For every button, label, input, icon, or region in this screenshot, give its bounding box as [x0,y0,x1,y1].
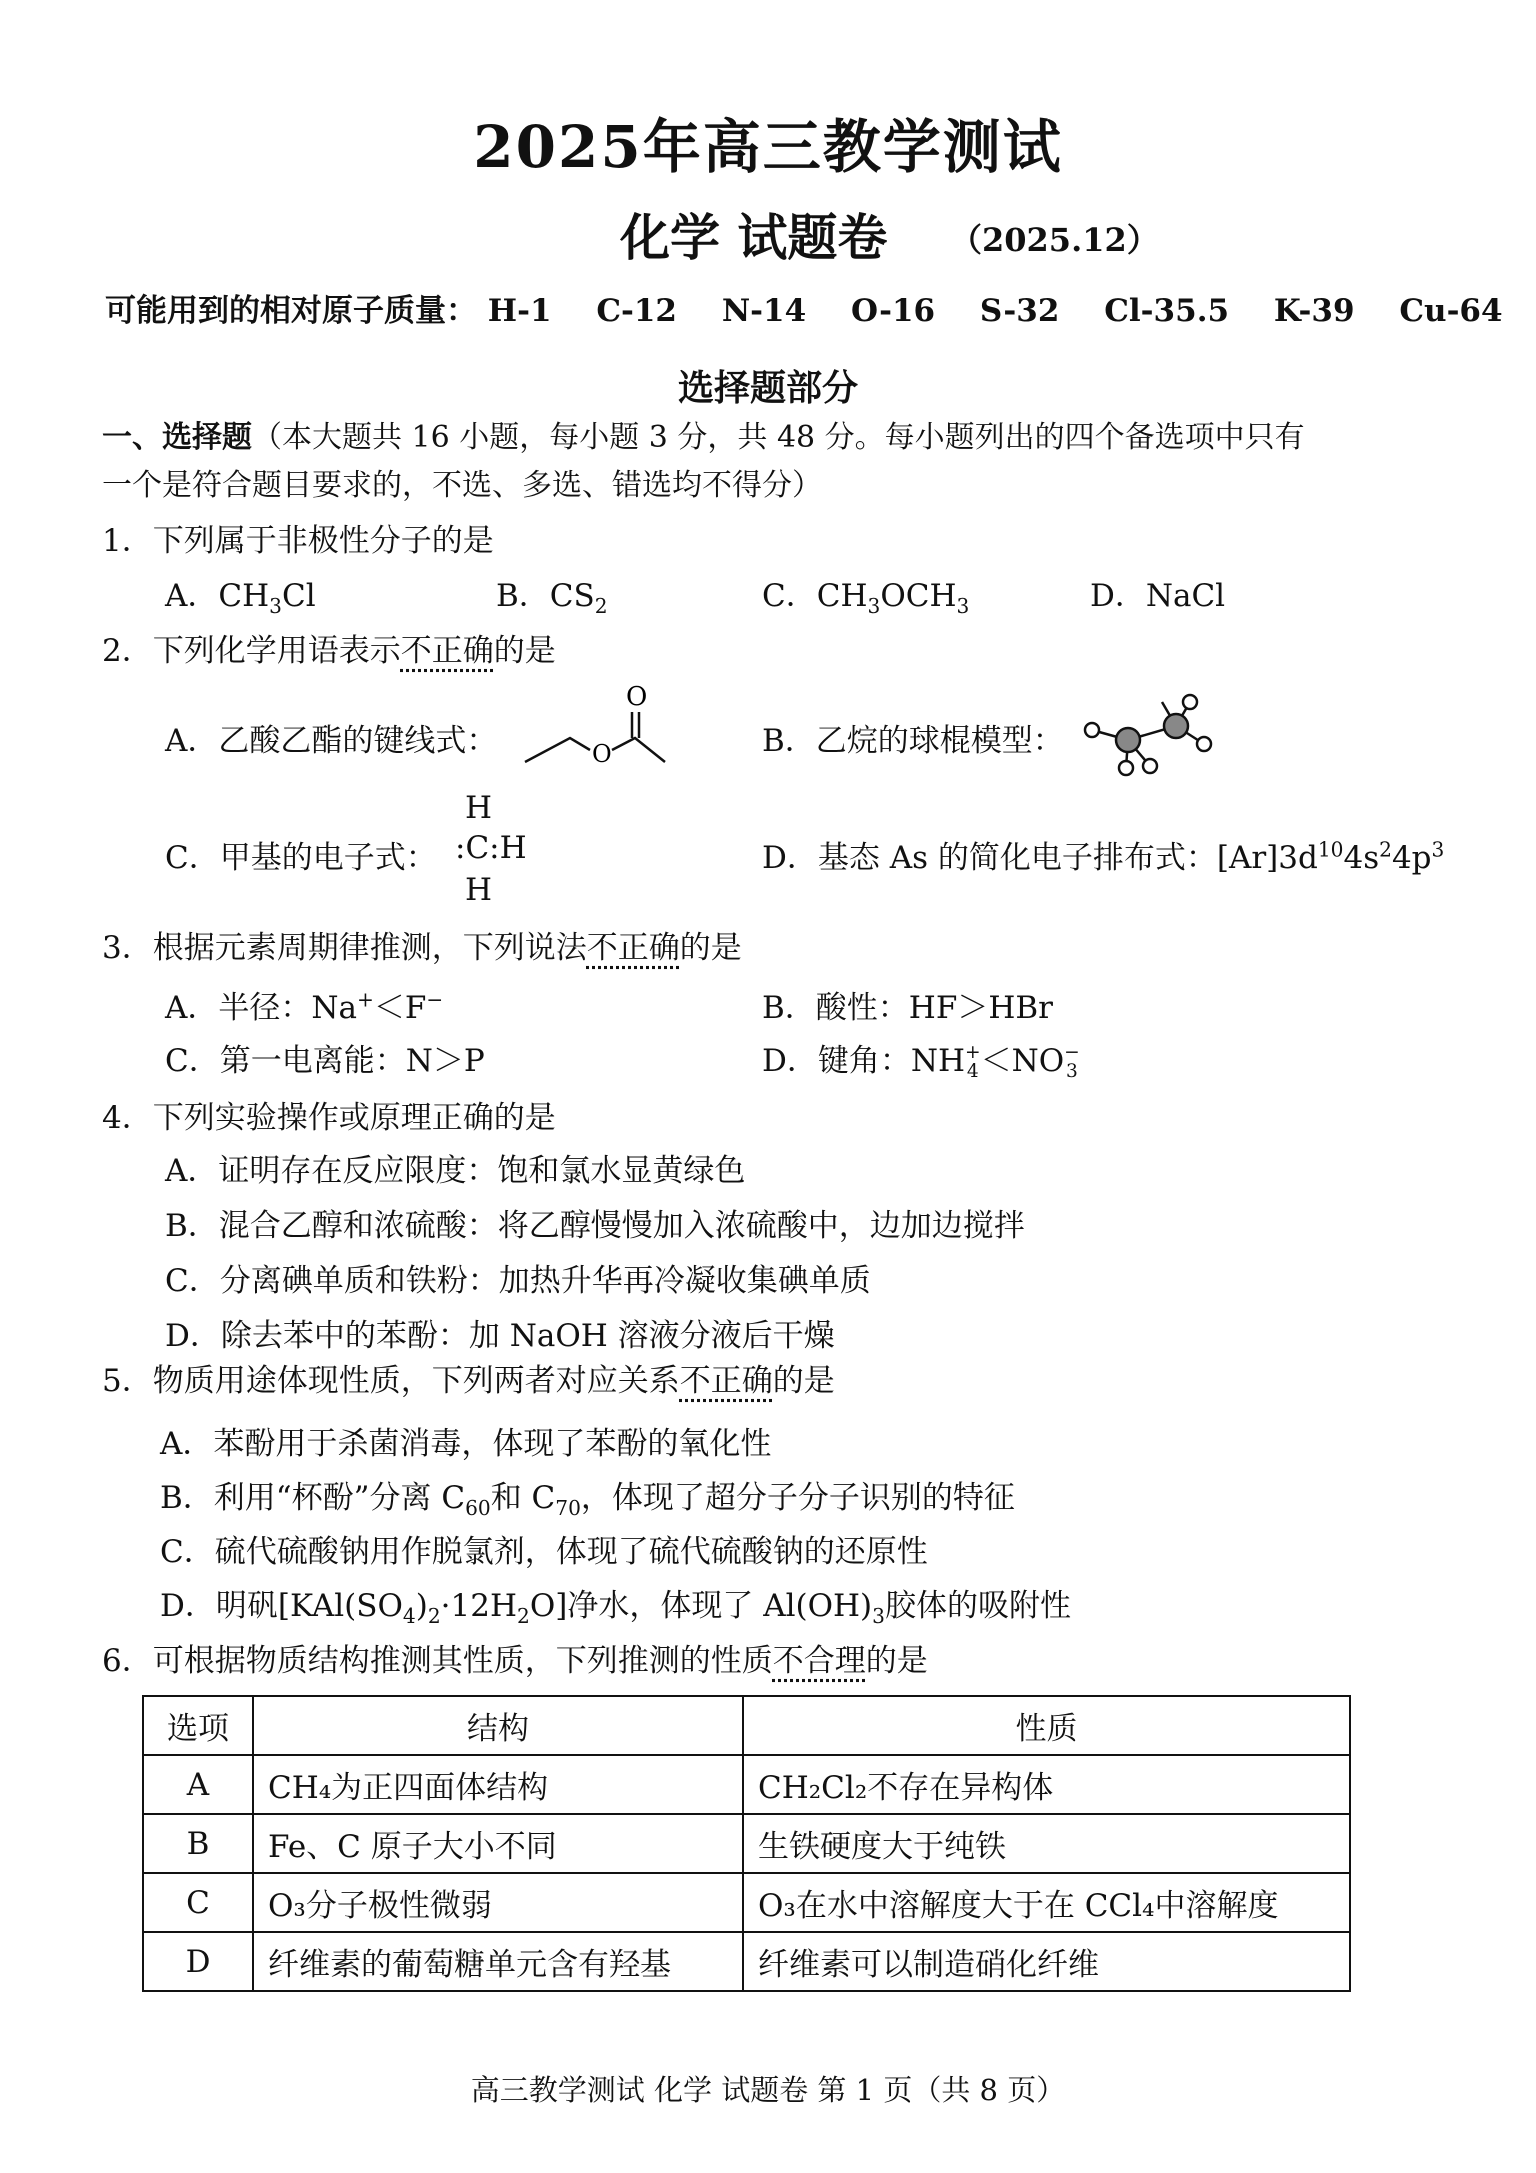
table-header-row [143,1696,1350,1755]
table-cell-option: D [143,1932,253,1991]
table-header: 结构 [253,1696,743,1755]
exam-title: 2025年高三教学测试 [473,113,1063,181]
table-cell-structure: O₃分子极性微弱 [253,1873,743,1932]
atomic-mass: C-12 [596,293,678,329]
q1-option-a: A．$CH_3Cl$ [165,578,316,619]
q2-option-b: B．乙烷的球棍模型： [762,723,1064,759]
methyl-center: :C:H [455,830,527,866]
atomic-mass: Cl-35.5 [1104,293,1230,329]
table-cell-option: B [143,1814,253,1873]
q5-option-c: C．硫代硫酸钠用作脱氯剂，体现了硫代硫酸钠的还原性 [160,1534,928,1570]
methyl-h-bottom: H [465,872,493,908]
q1-stem: 1．下列属于非极性分子的是 [102,523,494,559]
ester-bridge-o: O [592,740,612,768]
q6-stem: 6．可根据物质结构推测其性质，下列推测的性质不合理的是 [102,1643,928,1679]
table-row [143,1873,1350,1932]
table-cell-property: 生铁硬度大于纯铁 [743,1814,1350,1873]
q2-option-d: D．基态 As 的简化电子排布式：$[Ar]3d^{10}4s^24p^3$ [762,837,1445,876]
atomic-mass: N-14 [721,293,807,329]
table-cell-structure: CH₄为正四面体结构 [253,1755,743,1814]
q3-option-b: B．酸性：HF＞HBr [762,990,1053,1026]
q4-option-b: B．混合乙醇和浓硫酸：将乙醇慢慢加入浓硫酸中，边加边搅拌 [165,1208,1025,1244]
q4-option-d: D．除去苯中的苯酚：加 NaOH 溶液分液后干燥 [165,1318,835,1354]
q3-option-d: D．键角：NH + 4 ＜NO − 3 [762,1041,1080,1082]
table-cell-property: CH₂Cl₂不存在异构体 [743,1755,1350,1814]
q5-option-d: D．明矾$[KAl(SO_4)_2\cdot 12H_2O]$净水，体现了 $Al(OH)_3$胶体的吸附性 [160,1588,1071,1629]
atomic-label: 可能用到的相对原子质量： [105,293,477,329]
q6-table [142,1695,1351,1992]
section-title: 选择题部分 [677,367,858,409]
q1-option-c: C．$CH_3OCH_3$ [762,578,970,619]
q2-option-c: C．甲基的电子式： [165,840,437,876]
part-label: 一、选择题 [102,420,252,455]
q3-stem: 3．根据元素周期律推测，下列说法不正确的是 [102,930,742,966]
exam-subtitle: 化学 试题卷 [620,208,888,267]
q1-option-b: B．$CS_2$ [496,578,608,619]
ethane-ball-stick-model [1080,688,1210,778]
atomic-masses [105,285,1536,330]
q5-option-a: A．苯酚用于杀菌消毒，体现了苯酚的氧化性 [160,1426,772,1462]
table-cell-property: 纤维素可以制造硝化纤维 [743,1932,1350,1991]
table-cell-option: A [143,1755,253,1814]
table-header: 性质 [743,1696,1350,1755]
q4-option-c: C．分离碘单质和铁粉：加热升华再冷凝收集碘单质 [165,1263,871,1299]
table-cell-option: C [143,1873,253,1932]
table-header: 选项 [143,1696,253,1755]
q5-stem: 5．物质用途体现性质，下列两者对应关系不正确的是 [102,1363,835,1399]
table-row [143,1755,1350,1814]
q1-option-d: D．NaCl [1090,578,1226,614]
q4-stem: 4．下列实验操作或原理正确的是 [102,1100,556,1136]
atomic-mass: H-1 [487,293,552,329]
ester-carbonyl-o: O [626,682,648,712]
atomic-mass: O-16 [850,293,936,329]
atomic-mass: Cu-64 [1399,293,1503,329]
q2-option-a: A．乙酸乙酯的键线式： [165,723,498,759]
atomic-mass: S-32 [979,293,1060,329]
ester-skeletal-formula [520,682,650,770]
table-row [143,1814,1350,1873]
atomic-mass: K-39 [1273,293,1355,329]
methyl-h-top: H [465,790,493,826]
q3-option-c: C．第一电离能：N＞P [165,1043,485,1079]
instructions-line1: 一、选择题（本大题共 16 小题，每小题 3 分，共 48 分。每小题列出的四个备选项中只有 [102,420,1305,455]
table-cell-structure: Fe、C 原子大小不同 [253,1814,743,1873]
exam-date: （2025.12） [950,221,1159,259]
page-footer: 高三教学测试 化学 试题卷 第 1 页（共 8 页） [470,2073,1066,2107]
table-cell-property: O₃在水中溶解度大于在 CCl₄中溶解度 [743,1873,1350,1932]
q3-option-a: A．半径：Na+＜F− [165,987,444,1026]
instructions-line2: 一个是符合题目要求的，不选、多选、错选均不得分） [102,468,822,503]
q5-option-b: B．利用“杯酚”分离 $C_{60}$和 $C_{70}$，体现了超分子分子识别的特征 [160,1480,1015,1521]
table-cell-structure: 纤维素的葡萄糖单元含有羟基 [253,1932,743,1991]
q2-stem: 2．下列化学用语表示不正确的是 [102,633,556,669]
table-row [143,1932,1350,1991]
q4-option-a: A．证明存在反应限度：饱和氯水显黄绿色 [165,1153,746,1189]
